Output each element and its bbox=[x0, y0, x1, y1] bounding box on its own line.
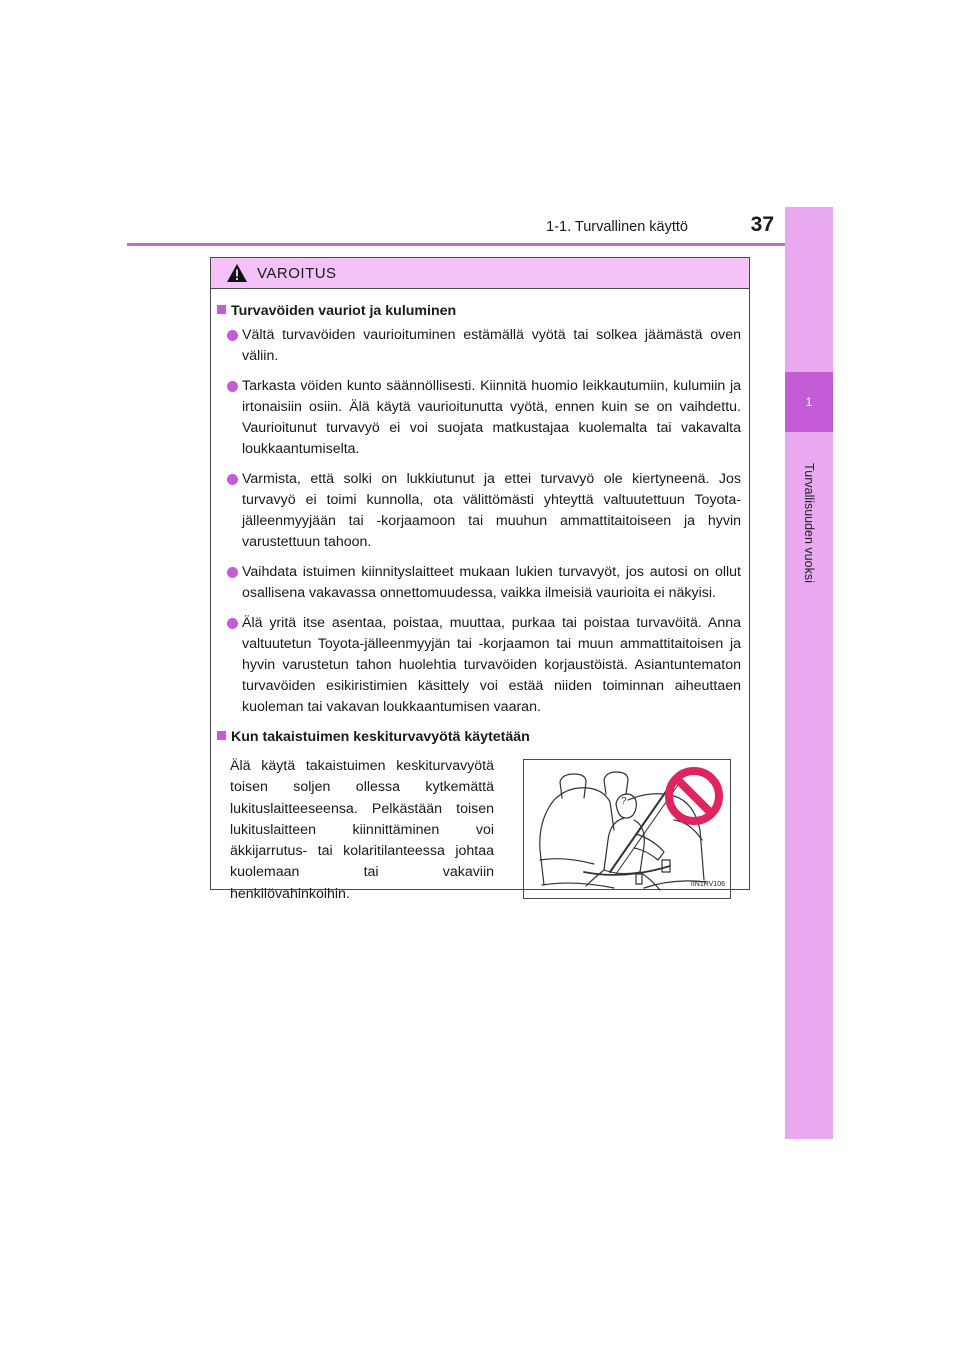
section-title: 1-1. Turvallinen käyttö bbox=[546, 219, 688, 235]
round-bullet-icon bbox=[227, 618, 238, 629]
chapter-number: 1 bbox=[785, 372, 833, 432]
list-item: Vaihdata istuimen kiinnityslaitteet mukaan lukien turvavyöt, jos autosi on ollut osallisena vakavassa onnettomuudessa, vaikka ilmeisiä vaurioita ei näkyisi. bbox=[217, 562, 741, 604]
round-bullet-icon bbox=[227, 474, 238, 485]
round-bullet-icon bbox=[227, 330, 238, 341]
square-bullet-icon bbox=[217, 731, 226, 740]
header-rule bbox=[127, 243, 833, 246]
center-belt-warning bbox=[217, 756, 741, 905]
list-item: Älä yritä itse asentaa, poistaa, muuttaa, purkaa tai poistaa turvavöitä. Anna valtuutetun Toyota-jälleenmyyjän tai -korjaamon tai muun ammattitaitoisen ja hyvin varustetun tahon huolehtia turvavöiden korjaustöistä. Asiantuntematon turvavöiden esikiristimien käsittely voi estää niiden toiminnan aiheuttaen kuoleman tai vakavan loukkaantumisen vaaran. bbox=[217, 613, 741, 718]
section-heading: Turvavöiden vauriot ja kuluminen bbox=[217, 301, 741, 322]
chapter-side-tab bbox=[785, 207, 833, 1139]
warning-triangle-icon bbox=[226, 263, 248, 283]
section-heading: Kun takaistuimen keskiturvavyötä käytetään bbox=[217, 727, 741, 748]
round-bullet-icon bbox=[227, 567, 238, 578]
round-bullet-icon bbox=[227, 381, 238, 392]
list-item: Varmista, että solki on lukkiutunut ja ettei turvavyö ole kiertyneenä. Jos turvavyö ei toimi kunnolla, ota välittömästi yhteyttä valtuutettuun Toyota-jälleenmyyjään tai -korjaamoon tai muuhun ammattitaitoiseen ja hyvin varustettuun tahoon. bbox=[217, 469, 741, 553]
list-item: Vältä turvavöiden vaurioituminen estämällä vyötä tai solkea jäämästä oven väliin. bbox=[217, 325, 741, 367]
figure-code: IIN1RV106 bbox=[690, 881, 725, 888]
svg-text:?: ? bbox=[621, 796, 627, 807]
square-bullet-icon bbox=[217, 305, 226, 314]
seatbelt-illustration bbox=[523, 759, 731, 899]
warning-header bbox=[211, 258, 749, 289]
chapter-label: Turvallisuuden vuoksi bbox=[802, 463, 816, 583]
warning-title: VAROITUS bbox=[257, 264, 337, 282]
center-belt-text: Älä käytä takaistuimen keskiturvavyötä toisen soljen ollessa kytkemättä lukituslaitteeseensa. Pelkästään toisen lukituslaitteen kiinnittäminen voi äkkijarrutus- tai kolaritilanteessa johtaa kuolemaan tai vakaviin henkilövahinkoihin. bbox=[230, 758, 494, 902]
warning-box bbox=[210, 257, 750, 902]
page-number: 37 bbox=[750, 213, 774, 236]
list-item: Tarkasta vöiden kunto säännöllisesti. Kiinnitä huomio leikkautumiin, kulumiin ja irtonaisiin osiin. Älä käytä vaurioitunutta vyötä, ennen kuin se on vaihdettu. Vaurioitunut turvavyö ei voi suojata matkustajaa kuolemalta tai vakavalta loukkaantumiselta. bbox=[217, 376, 741, 460]
warning-body bbox=[211, 289, 749, 905]
